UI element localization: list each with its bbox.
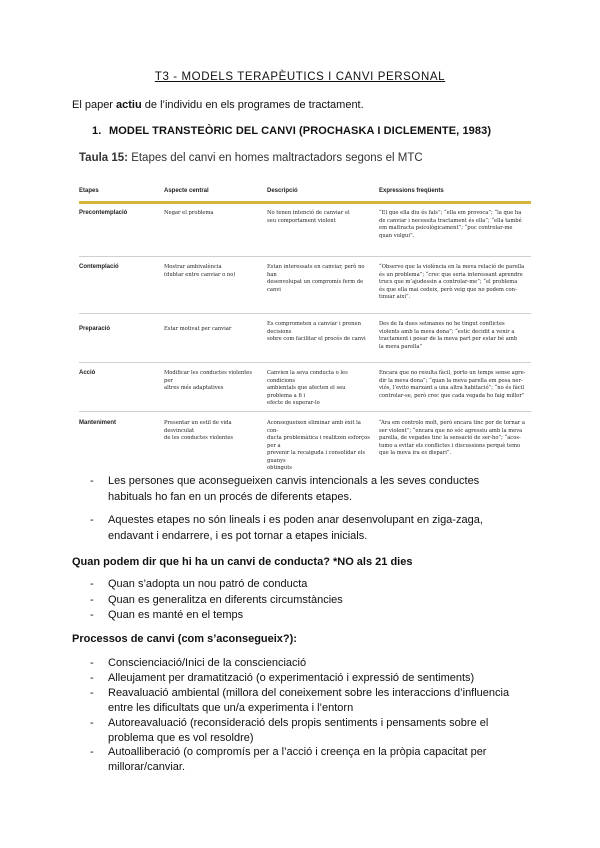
header-divider [79, 201, 531, 204]
bullet-dash: - [90, 609, 94, 621]
list-item-line: Aquestes etapes no són lineals i es poden anar desenvolupant en ziga-zaga, [108, 514, 483, 526]
list-item-line: Reavaluació ambiental (millora del coneixement sobre les interaccions d’influencia [108, 687, 510, 699]
row-aspect: Negar el problema [164, 210, 214, 216]
row-stage: Precontemplació [79, 210, 128, 216]
header-aspecte: Aspecte central [164, 188, 209, 194]
list-item-line: Quan s’adopta un nou patró de conducta [108, 578, 308, 590]
bullet-dash: - [90, 746, 94, 758]
row-divider [79, 411, 531, 412]
row-stage: Acció [79, 370, 96, 376]
section-text: MODEL TRANSTEÒRIC DEL CANVI (PROCHASKA I DICLEMENTE, 1983) [109, 125, 492, 137]
row-expressions: Encara que no resulta fàcil, porto un temps sense agre- dir la meva dona”; “quan la meva parella em posa ner- viós, l’evito marxant a una altra habitació”; “no és fàcil controlar-se, però crec que cada vegada ho faig millor” [379, 370, 526, 399]
row-description: Canvien la seva conducta o les condicions ambientals que afecten el seu problema a fi i efecte de superar-lo [267, 370, 348, 406]
table-caption [79, 152, 423, 164]
bullet-dash: - [90, 672, 94, 684]
section-number: 1. [92, 125, 102, 137]
bullet-dash: - [90, 717, 94, 729]
intro-post: de l’individu en els programes de tractament. [141, 99, 364, 111]
row-aspect: Mostrar ambivalència (dubtar entre canviar o no) [164, 264, 236, 278]
list-item-line: entre les dificultats que un/a experimenta i l’entorn [108, 702, 354, 714]
intro-paragraph [72, 99, 364, 111]
row-divider [79, 256, 531, 257]
row-expressions: “El que ella diu és fals”; “ella em provoca”; “la que ha de canviar i necessita tractament és ella”; “ella també em maltracta psicològicament”; “puc controlar-me quan vulgui”. [379, 210, 522, 239]
row-stage: Manteniment [79, 420, 117, 426]
table-caption-text: Etapes del canvi en homes maltractadors segons el MTC [128, 152, 423, 164]
row-aspect: Presentar un estil de vida desvinculat de les conductes violentes [164, 420, 234, 441]
row-stage: Preparació [79, 326, 111, 332]
header-descripcio: Descripció [267, 188, 298, 194]
bullet-dash: - [90, 578, 94, 590]
list-item-line: habituals ho fan en un procés de diferents etapes. [108, 491, 353, 503]
row-expressions: Des de fa dues setmanes no he tingut conflictes violents amb la meva dona”; “estic decidit a venir a tractament i posar de la meva part per estar bé amb la meva parella” [379, 321, 518, 350]
section-heading-3: Processos de canvi (com s’aconsegueix?): [72, 633, 297, 645]
bullet-dash: - [90, 475, 94, 487]
row-description: No tenen intenció de canviar el seu comportament violent [267, 210, 350, 224]
row-description: Es comprometen a canviar i prenen decisions sobre com facilitar el procés de canvi [267, 321, 366, 342]
row-stage: Contemplació [79, 264, 119, 270]
row-divider [79, 313, 531, 314]
list-item-line: Quan es generalitza en diferents circumstàncies [108, 594, 343, 606]
list-item-line: problema que es vol resoldre) [108, 732, 254, 744]
bullet-dash: - [90, 594, 94, 606]
table-header [79, 184, 531, 198]
list-item-line: Les persones que aconsegueixen canvis intencionals a les seves conductes [108, 475, 480, 487]
row-expressions: “Observo que la violència en la meva relació de parella és un problema”; “crec que seria interessant aprendre trucs que m’ajudessin a controlar-me”; “el problema és que ella mai cedeix, però veig que no podem con- tinuar així”. [379, 264, 525, 300]
intro-bold: actiu [116, 99, 142, 111]
list-item-line: Conscienciació/Inici de la conscienciació [108, 657, 307, 669]
intro-pre: El paper [72, 99, 117, 111]
bullet-dash: - [90, 687, 94, 699]
list-item-line: endavant i endarrere, i es pot tornar a etapes inicials. [108, 530, 368, 542]
row-description: Aconsegueixen eliminar amb èxit la con- ducta problemàtica i realitzen esforços per a prevenir la recaiguda i consolidar els guanys obtinguts [267, 420, 370, 471]
list-item-line: Alleujament per dramatització (o experimentació i expressió de sentiments) [108, 672, 475, 684]
row-aspect: Modificar les conductes violentes per altres més adaptatives [164, 370, 253, 391]
section-heading-2: Quan podem dir que hi ha un canvi de conducta? *NO als 21 dies [72, 556, 413, 568]
bullet-dash: - [90, 514, 94, 526]
list-item-line: Autoalliberació (o compromís per a l’acció i creença en la pròpia capacitat per [108, 746, 487, 758]
bullet-dash: - [90, 657, 94, 669]
row-expressions: “Ara em controlo molt, però encara tinc por de tornar a ser violent”; “encara que no sóc agressiu amb la meva parella, de vegades tinc la sensació de ser-ho”; “acos- tumo a evitar els conflictes i discussions perquè temo que la meva ira es dispari”. [379, 420, 526, 456]
list-item-line: Quan es manté en el temps [108, 609, 244, 621]
header-etapes: Etapes [79, 188, 99, 194]
page-title: T3 - MODELS TERAPÈUTICS I CANVI PERSONAL [154, 71, 446, 83]
header-expressions: Expressions freqüents [379, 188, 444, 194]
row-aspect: Estar motivat per canviar [164, 326, 232, 332]
table-caption-label: Taula 15: [79, 152, 128, 164]
row-description: Estan interessats en canviar, però no han desenvolupat un compromís ferm de canvi [267, 264, 365, 293]
list-item-line: millorar/canviar. [108, 761, 186, 773]
list-item-line: Autoreavaluació (reconsideració dels propis sentiments i pensaments sobre el [108, 717, 489, 729]
row-divider [79, 362, 531, 363]
